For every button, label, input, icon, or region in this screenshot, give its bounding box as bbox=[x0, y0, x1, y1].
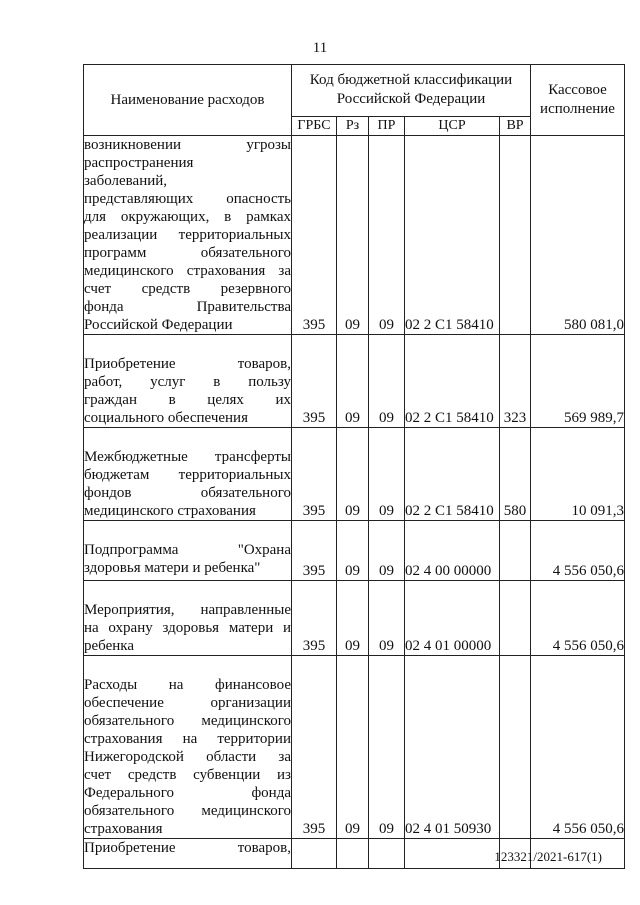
page-number: 11 bbox=[312, 40, 328, 56]
expense-name-line: страхования на территории bbox=[84, 731, 291, 747]
pr-code: 09 bbox=[369, 656, 405, 839]
expense-name-line: страхования bbox=[84, 821, 163, 837]
expense-name-line: реализации территориальных bbox=[84, 227, 291, 243]
rz-code: 09 bbox=[337, 656, 369, 839]
pr-code: 09 bbox=[369, 521, 405, 581]
pr-code bbox=[369, 839, 405, 869]
expense-name-line: Федерального фонда bbox=[84, 785, 291, 801]
expense-name-line: фонда Правительства bbox=[84, 299, 291, 315]
expense-name-line: программ обязательного bbox=[84, 245, 291, 261]
table-row bbox=[84, 581, 625, 656]
header-name-column: Наименование расходов bbox=[84, 65, 292, 136]
grbs-code bbox=[292, 839, 337, 869]
expense-name bbox=[84, 136, 292, 335]
expense-name-line: Приобретение товаров, bbox=[84, 356, 291, 372]
rz-code: 09 bbox=[337, 521, 369, 581]
expense-name-line: Нижегородской области за bbox=[84, 749, 291, 765]
csr-code: 02 4 01 00000 bbox=[405, 581, 500, 656]
expense-name-line: бюджетам территориальных bbox=[84, 467, 291, 483]
expense-name bbox=[84, 428, 292, 521]
vr-code bbox=[500, 656, 531, 839]
expense-name bbox=[84, 581, 292, 656]
execution-amount: 580 081,0 bbox=[531, 136, 625, 335]
header-pr: ПР bbox=[369, 116, 405, 135]
expense-name-line: счет средств субвенции из bbox=[84, 767, 291, 783]
header-grbs: ГРБС bbox=[292, 116, 337, 135]
csr-code bbox=[405, 839, 500, 869]
execution-amount: 569 989,7 bbox=[531, 335, 625, 428]
expense-name-line: фондов обязательного bbox=[84, 485, 291, 501]
csr-code: 02 4 00 00000 bbox=[405, 521, 500, 581]
expense-name-line: медицинского страхования bbox=[84, 503, 256, 519]
expense-name-line: возникновении угрозы bbox=[84, 137, 291, 153]
rz-code: 09 bbox=[337, 335, 369, 428]
header-csr: ЦСР bbox=[405, 116, 500, 135]
expense-name-line: счет средств резервного bbox=[84, 281, 291, 297]
execution-amount: 4 556 050,6 bbox=[531, 581, 625, 656]
execution-amount: 4 556 050,6 bbox=[531, 521, 625, 581]
execution-amount: 4 556 050,6 bbox=[531, 656, 625, 839]
table-row bbox=[84, 428, 625, 521]
document-code: 123321/2021-617(1) bbox=[494, 849, 602, 864]
expense-name bbox=[84, 521, 292, 581]
header-code-group: Код бюджетной классификации Российской Федерации bbox=[292, 65, 531, 117]
grbs-code: 395 bbox=[292, 335, 337, 428]
expense-name bbox=[84, 335, 292, 428]
expense-name-line: Мероприятия, направленные bbox=[84, 602, 291, 618]
csr-code: 02 2 С1 58410 bbox=[405, 335, 500, 428]
expense-name-line: ребенка bbox=[84, 638, 134, 654]
pr-code: 09 bbox=[369, 335, 405, 428]
expense-name-line: для окружающих, в рамках bbox=[84, 209, 291, 225]
pr-code: 09 bbox=[369, 428, 405, 521]
expense-name-line: обязательного медицинского bbox=[84, 713, 291, 729]
execution-amount: 10 091,3 bbox=[531, 428, 625, 521]
expense-name-line: распространения bbox=[84, 155, 194, 171]
expense-name-line: обеспечение организации bbox=[84, 695, 291, 711]
expense-name-line: заболеваний, bbox=[84, 173, 168, 189]
expense-name-line: обязательного медицинского bbox=[84, 803, 291, 819]
vr-code: 580 bbox=[500, 428, 531, 521]
expense-name bbox=[84, 839, 292, 869]
table-row bbox=[84, 656, 625, 839]
table-row bbox=[84, 521, 625, 581]
expense-name-line: граждан в целях их bbox=[84, 392, 291, 408]
pr-code: 09 bbox=[369, 581, 405, 656]
vr-code bbox=[500, 136, 531, 335]
expense-name-line: представляющих опасность bbox=[84, 191, 291, 207]
expense-name-line: медицинского страхования за bbox=[84, 263, 291, 279]
grbs-code: 395 bbox=[292, 656, 337, 839]
header-execution-column: Кассовое исполнение bbox=[531, 65, 625, 136]
header-vr: ВР bbox=[500, 116, 531, 135]
expense-name-line: Расходы на финансовое bbox=[84, 677, 291, 693]
expense-name-line: Подпрограмма "Охрана bbox=[84, 542, 291, 558]
rz-code: 09 bbox=[337, 581, 369, 656]
rz-code bbox=[337, 839, 369, 869]
csr-code: 02 2 С1 58410 bbox=[405, 136, 500, 335]
grbs-code: 395 bbox=[292, 136, 337, 335]
vr-code bbox=[500, 521, 531, 581]
expense-name-line: работ, услуг в пользу bbox=[84, 374, 291, 390]
vr-code bbox=[500, 581, 531, 656]
expense-name bbox=[84, 656, 292, 839]
expense-name-line: социального обеспечения bbox=[84, 410, 248, 426]
table-row bbox=[84, 136, 625, 335]
rz-code: 09 bbox=[337, 136, 369, 335]
expense-name-line: Российской Федерации bbox=[84, 317, 233, 333]
table-row bbox=[84, 335, 625, 428]
csr-code: 02 2 С1 58410 bbox=[405, 428, 500, 521]
csr-code: 02 4 01 50930 bbox=[405, 656, 500, 839]
grbs-code: 395 bbox=[292, 521, 337, 581]
expense-name-line: Межбюджетные трансферты bbox=[84, 449, 291, 465]
header-rz: Рз bbox=[337, 116, 369, 135]
expense-name-line: здоровья матери и ребенка" bbox=[84, 560, 261, 576]
budget-table bbox=[83, 64, 625, 869]
expense-name-line: Приобретение товаров, bbox=[84, 840, 291, 856]
grbs-code: 395 bbox=[292, 581, 337, 656]
rz-code: 09 bbox=[337, 428, 369, 521]
grbs-code: 395 bbox=[292, 428, 337, 521]
vr-code: 323 bbox=[500, 335, 531, 428]
pr-code: 09 bbox=[369, 136, 405, 335]
expense-name-line: на охрану здоровья матери и bbox=[84, 620, 291, 636]
